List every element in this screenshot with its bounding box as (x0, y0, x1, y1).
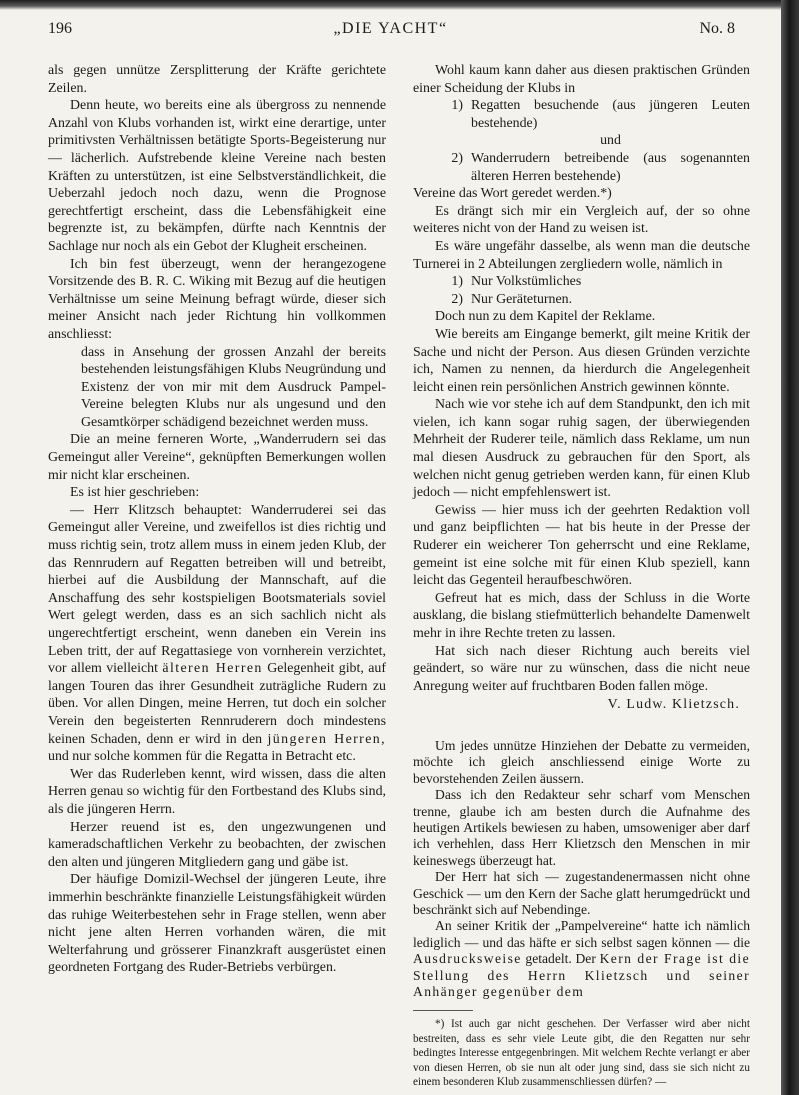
paragraph: Wohl kaum kann daher aus diesen praktischen Gründen einer Scheidung der Klubs in (413, 63, 750, 96)
list-item (413, 291, 750, 309)
page-number: 196 (48, 20, 72, 37)
list-number: 2) (451, 150, 463, 166)
footnote: *) Ist auch gar nicht geschehen. Der Verfasser wird aber nicht bestreiten, dass es sehr viele Leute gibt, die den Regatten nur sehr bedingtes Interesse entgegenbringen. Mit welchem Rechte verlangt er aber von diesen Herren, ob sie nun alt oder jung sind, dass sie sich nicht zu einem besonderen Klub zusammenschliessen dürfen? — (413, 1018, 750, 1089)
paragraph: Nach wie vor stehe ich auf dem Standpunkt, den ich mit vielen, ich kann sogar ruhig sagen, der überwiegenden Mehrheit der Ruderer teile, nämlich dass Reklame, um nun mal diesen Ausdruck zu gebrauchen für den Sport, als welchen nicht genug getrieben werden kann, für einen Klub jedoch — nicht empfehlenswert ist. (413, 397, 750, 501)
paragraph: Denn heute, wo bereits eine als übergross zu nennende Anzahl von Klubs vorhanden ist, wirkt eine derartige, unter primitivsten Verhältnissen betätigte Sports-Begeisterung nur — lächerlich. Aufstrebende kleine Vereine nach besten Kräften zu unterstützen, ist eine Selbstverständlichkeit, die Ueberzahl jedoch noch dazu, wenn die Prognose gerechtfertigt erscheint, dass die Lebensfähigkeit eine begrenzte ist, zu bekämpfen, dürfte nach Kenntnis der Sachlage nur noch als ein Gebot der Klugheit erscheinen. (48, 98, 386, 254)
text-run: und nur solche kommen für die Regatta in Betracht etc. (48, 749, 356, 765)
left-column (48, 62, 386, 977)
list-item (413, 132, 750, 150)
list-text: Nur Geräteturnen. (471, 291, 573, 307)
paragraph: Um jedes unnütze Hinziehen der Debatte zu vermeiden, möchte ich gleich anschliessend einige Worte zu bevorstehenden Zeilen äussern. (413, 737, 750, 786)
paragraph: Der Herr hat sich — zugestandenermassen nicht ohne Geschick — um den Kern der Sache glatt herumgedrückt und beschränkt sich auf Nebendinge. (413, 869, 750, 918)
quoted-paragraph (48, 502, 386, 766)
list-number: 1) (451, 274, 463, 290)
list-text: Regatten besuchende (aus jüngeren Leuten bestehende) (471, 98, 750, 131)
list-item (413, 97, 750, 132)
journal-title: „DIE YACHT“ (333, 20, 448, 37)
club-type-list (413, 97, 750, 185)
paragraph: Es drängt sich mir ein Vergleich auf, der so ohne weiteres nicht von der Hand zu weisen ist. (413, 203, 750, 237)
paragraph: Die an meine ferneren Worte, „Wanderrudern sei das Gemeingut aller Vereine“, geknüpften Bemerkungen wollen mir nicht klar erscheinen. (48, 432, 386, 483)
gymnastics-list (413, 273, 750, 308)
list-item (413, 273, 750, 291)
paragraph: Wer das Ruderleben kennt, wird wissen, dass die alten Herren genau so wichtig für den Fortbestand des Klubs sind, als die jüngeren Herrn. (48, 766, 386, 817)
editorial-reply (413, 738, 750, 1001)
paragraph: Ich bin fest überzeugt, wenn der herangezogene Vorsitzende des B. R. C. Wiking mit Bezug auf die heutigen Verhältnisse um seine Meinung befragt würde, dieser sich meiner Ansicht nach jeder Richtung hin vollkommen anschliesst: (48, 256, 386, 342)
paragraph: Gefreut hat es mich, dass der Schluss in die Worte ausklang, die bislang stiefmütterlich behandelte Damenwelt mehr in ihre Rechte treten zu lassen. (413, 590, 750, 641)
book-gutter-shadow (781, 0, 799, 1095)
paragraph (413, 918, 750, 1000)
paragraph: Der häufige Domizil-Wechsel der jüngeren Leute, ihre immerhin beschränkte finanzielle Leistungsfähigkeit würden das ruhige Weiterbestehen sehr in Frage stellen, wenn aber nicht jene alten Herren vorhanden wären, die mit Welterfahrung und grösserer Finanzkraft ausgerüstet einen geordneten Fortgang des Ruder-Betriebs verbürgen. (48, 872, 386, 976)
issue-number: No. 8 (699, 20, 735, 37)
list-text: und (600, 133, 621, 149)
text-run: — Herr Klitzsch behauptet: Wanderruderei sei das Gemeingut aller Vereine, und zweifellos ist dies richtig und muss richtig sein, trotz allem muss in einem jeden Klub, der das Rennrudern auf Regatten betreiben will und betreibt, hierbei auf die Ausbildung der Mannschaft, auf die Anschaffung des sehr kostspieligen Bootsmaterials soviel Wert gelegt werden, dass es an sich sachlich nicht als ungerechtfertigt erscheint, wenn daneben ein Verein ins Leben tritt, der auf Regattasiege von vornherein verzichtet, vor allem vielleicht (48, 502, 386, 677)
right-column (413, 62, 750, 1090)
paragraph: Es ist hier geschrieben: (70, 485, 200, 501)
text-run: An seiner Kritik der „Pampelvereine“ hatte ich nämlich lediglich — und das häfte er sich selbst sagen können — die (413, 918, 750, 950)
spaced-emphasis: älteren Herren (162, 661, 263, 677)
scan-top-shadow (0, 0, 781, 10)
paragraph: Hat sich nach dieser Richtung auch bereits viel geändert, so wäre nur zu wünschen, dass die nicht neue Anregung weiter auf fruchtbaren Boden fallen möge. (413, 643, 750, 694)
block-quote: dass in Ansehung der grossen Anzahl der bereits bestehenden leistungsfähigen Klubs Neugründung und Existenz der von mir mit dem Ausdruck Pampel-Vereine belegten Klubs nur als ungesund und den Gesamtkörper schädigend bezeichnet werden muss. (81, 344, 386, 430)
spaced-emphasis: Ausdrucksweise (413, 951, 522, 967)
paragraph: Herzer reuend ist es, den ungezwungenen und kameradschaftlichen Verkehr zu beobachten, der zwischen den alten und jüngeren Mitgliedern gang und gäbe ist. (48, 819, 386, 870)
footnote-rule (413, 1010, 473, 1011)
paragraph: Es wäre ungefähr dasselbe, als wenn man die deutsche Turnerei in 2 Abteilungen zergliedern wolle, nämlich in (413, 238, 750, 272)
author-signature: V. Ludw. Klietzsch. (607, 697, 740, 713)
text-run: Gelegenheit gibt, auf langen Touren das ihrer Gesundheit zuträgliche Rudern zu üben. Vor allen Dingen, meine Herren, tut doch ein solcher Verein den begeisterten Rennruderern doch mindestens keinen Schaden, denn er wird in den (48, 661, 386, 747)
list-number (413, 132, 471, 150)
paragraph: Dass ich den Redakteur sehr scharf vom Menschen trenne, glaube ich am besten durch die Aufnahme des heutigen Artikels bewiesen zu haben, umsoweniger aber darf ich verhehlen, dass Herr Klietzsch den Menschen in mir keineswegs überzeugt hat. (413, 787, 750, 868)
paragraph: Wie bereits am Eingange bemerkt, gilt meine Kritik der Sache und nicht der Person. Aus diesen Gründen verzichte ich, Namen zu nennen, da hierdurch die Angelegenheit leicht einen rein persönlichen Anstrich gewinnen könnte. (413, 326, 750, 395)
list-number: 2) (451, 291, 463, 307)
spaced-emphasis: Kern der Frage ist die Stellung des Herrn Klietzsch und seiner Anhänger gegenüber dem (413, 951, 751, 1000)
list-text: Wanderrudern betreibende (aus sogenannten älteren Herren bestehende) (471, 150, 750, 184)
paragraph: Vereine das Wort geredet werden.*) (413, 186, 612, 202)
paragraph: Doch nun zu dem Kapitel der Reklame. (435, 309, 656, 325)
paragraph: als gegen unnütze Zersplitterung der Kräfte gerichtete Zeilen. (48, 63, 386, 96)
spaced-emphasis: jüngeren Herren, (267, 731, 386, 747)
text-run: getadelt. Der (525, 951, 596, 967)
list-text: Nur Volkstümliches (471, 274, 582, 290)
list-item (413, 150, 750, 185)
list-number: 1) (451, 98, 463, 114)
paragraph: Gewiss — hier muss ich der geehrten Redaktion voll und ganz beipflichten — hat bis heute in der Presse der Ruderer ein weicherer Ton geherrscht und eine Reklame, gemeint ist eine solche mit für einen Klub speziell, kann leicht das Gegenteil heraufbeschwören. (413, 502, 750, 589)
